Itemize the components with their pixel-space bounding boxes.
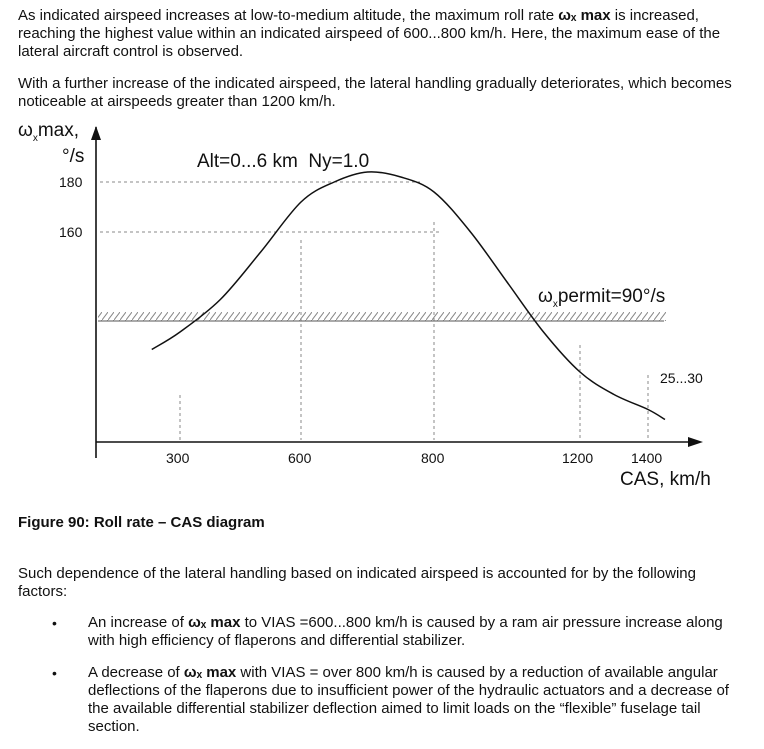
y-tick-160: 160 xyxy=(59,224,83,240)
x-tick-800: 800 xyxy=(421,450,445,466)
intro-text-b: is increased, reaching the highest value within an indicated airspeed of 600...800 km/h. Here, the maximum ease of the lateral aircraft control is observed. xyxy=(18,7,721,60)
roll-rate-symbol: ωₓ max xyxy=(558,7,611,24)
factor-text-2: A decrease of ωₓ max with VIAS = over 800 km/h is caused by a reduction of available angular deflections of the flaperons due to insufficient power of the hydraulic actuators and a decrease of the available differential stabilizer deflection aimed to limit loads on the “flexible” fuselage tail section. xyxy=(88,664,729,735)
intro-text-a: As indicated airspeed increases at low-to-medium altitude, the maximum roll rate xyxy=(18,7,559,24)
x-tick-300: 300 xyxy=(166,450,190,466)
x-axis-arrow-icon xyxy=(688,437,703,447)
bullet-icon: • xyxy=(52,665,57,681)
x-tick-1200: 1200 xyxy=(562,450,594,466)
y-axis-unit: °/s xyxy=(62,146,85,167)
permit-label: $\omega_xpermit=90^\circ/s$ xyxy=(538,286,666,310)
x-tick-1400: 1400 xyxy=(631,450,663,466)
annotation-25-30: 25...30 xyxy=(660,370,703,386)
factor-text-1: An increase of ωₓ max to VIAS =600...800 km/h is caused by a ram air pressure increase along with high efficiency of flaperons and differential stabilizer. xyxy=(88,614,723,649)
y-tick-180: 180 xyxy=(59,174,83,190)
chart-title: Alt=0...6 km Ny=1.0 xyxy=(197,151,370,172)
y-axis-arrow-icon xyxy=(91,126,101,140)
bullet-icon: • xyxy=(52,615,57,631)
intro-paragraph-2: With a further increase of the indicated airspeed, the lateral handling gradually deteriorates, which becomes noticeable at airspeeds greater than 1200 km/h. xyxy=(18,75,732,110)
x-axis-label: CAS, km/h xyxy=(620,469,711,490)
y-axis-label: $\omega_x\max$, xyxy=(18,120,80,144)
figure-caption: Figure 90: Roll rate – CAS diagram xyxy=(18,514,265,531)
x-tick-600: 600 xyxy=(288,450,312,466)
permit-band xyxy=(98,312,666,321)
factors-intro: Such dependence of the lateral handling based on indicated airspeed is accounted for by the following factors: xyxy=(18,565,696,600)
